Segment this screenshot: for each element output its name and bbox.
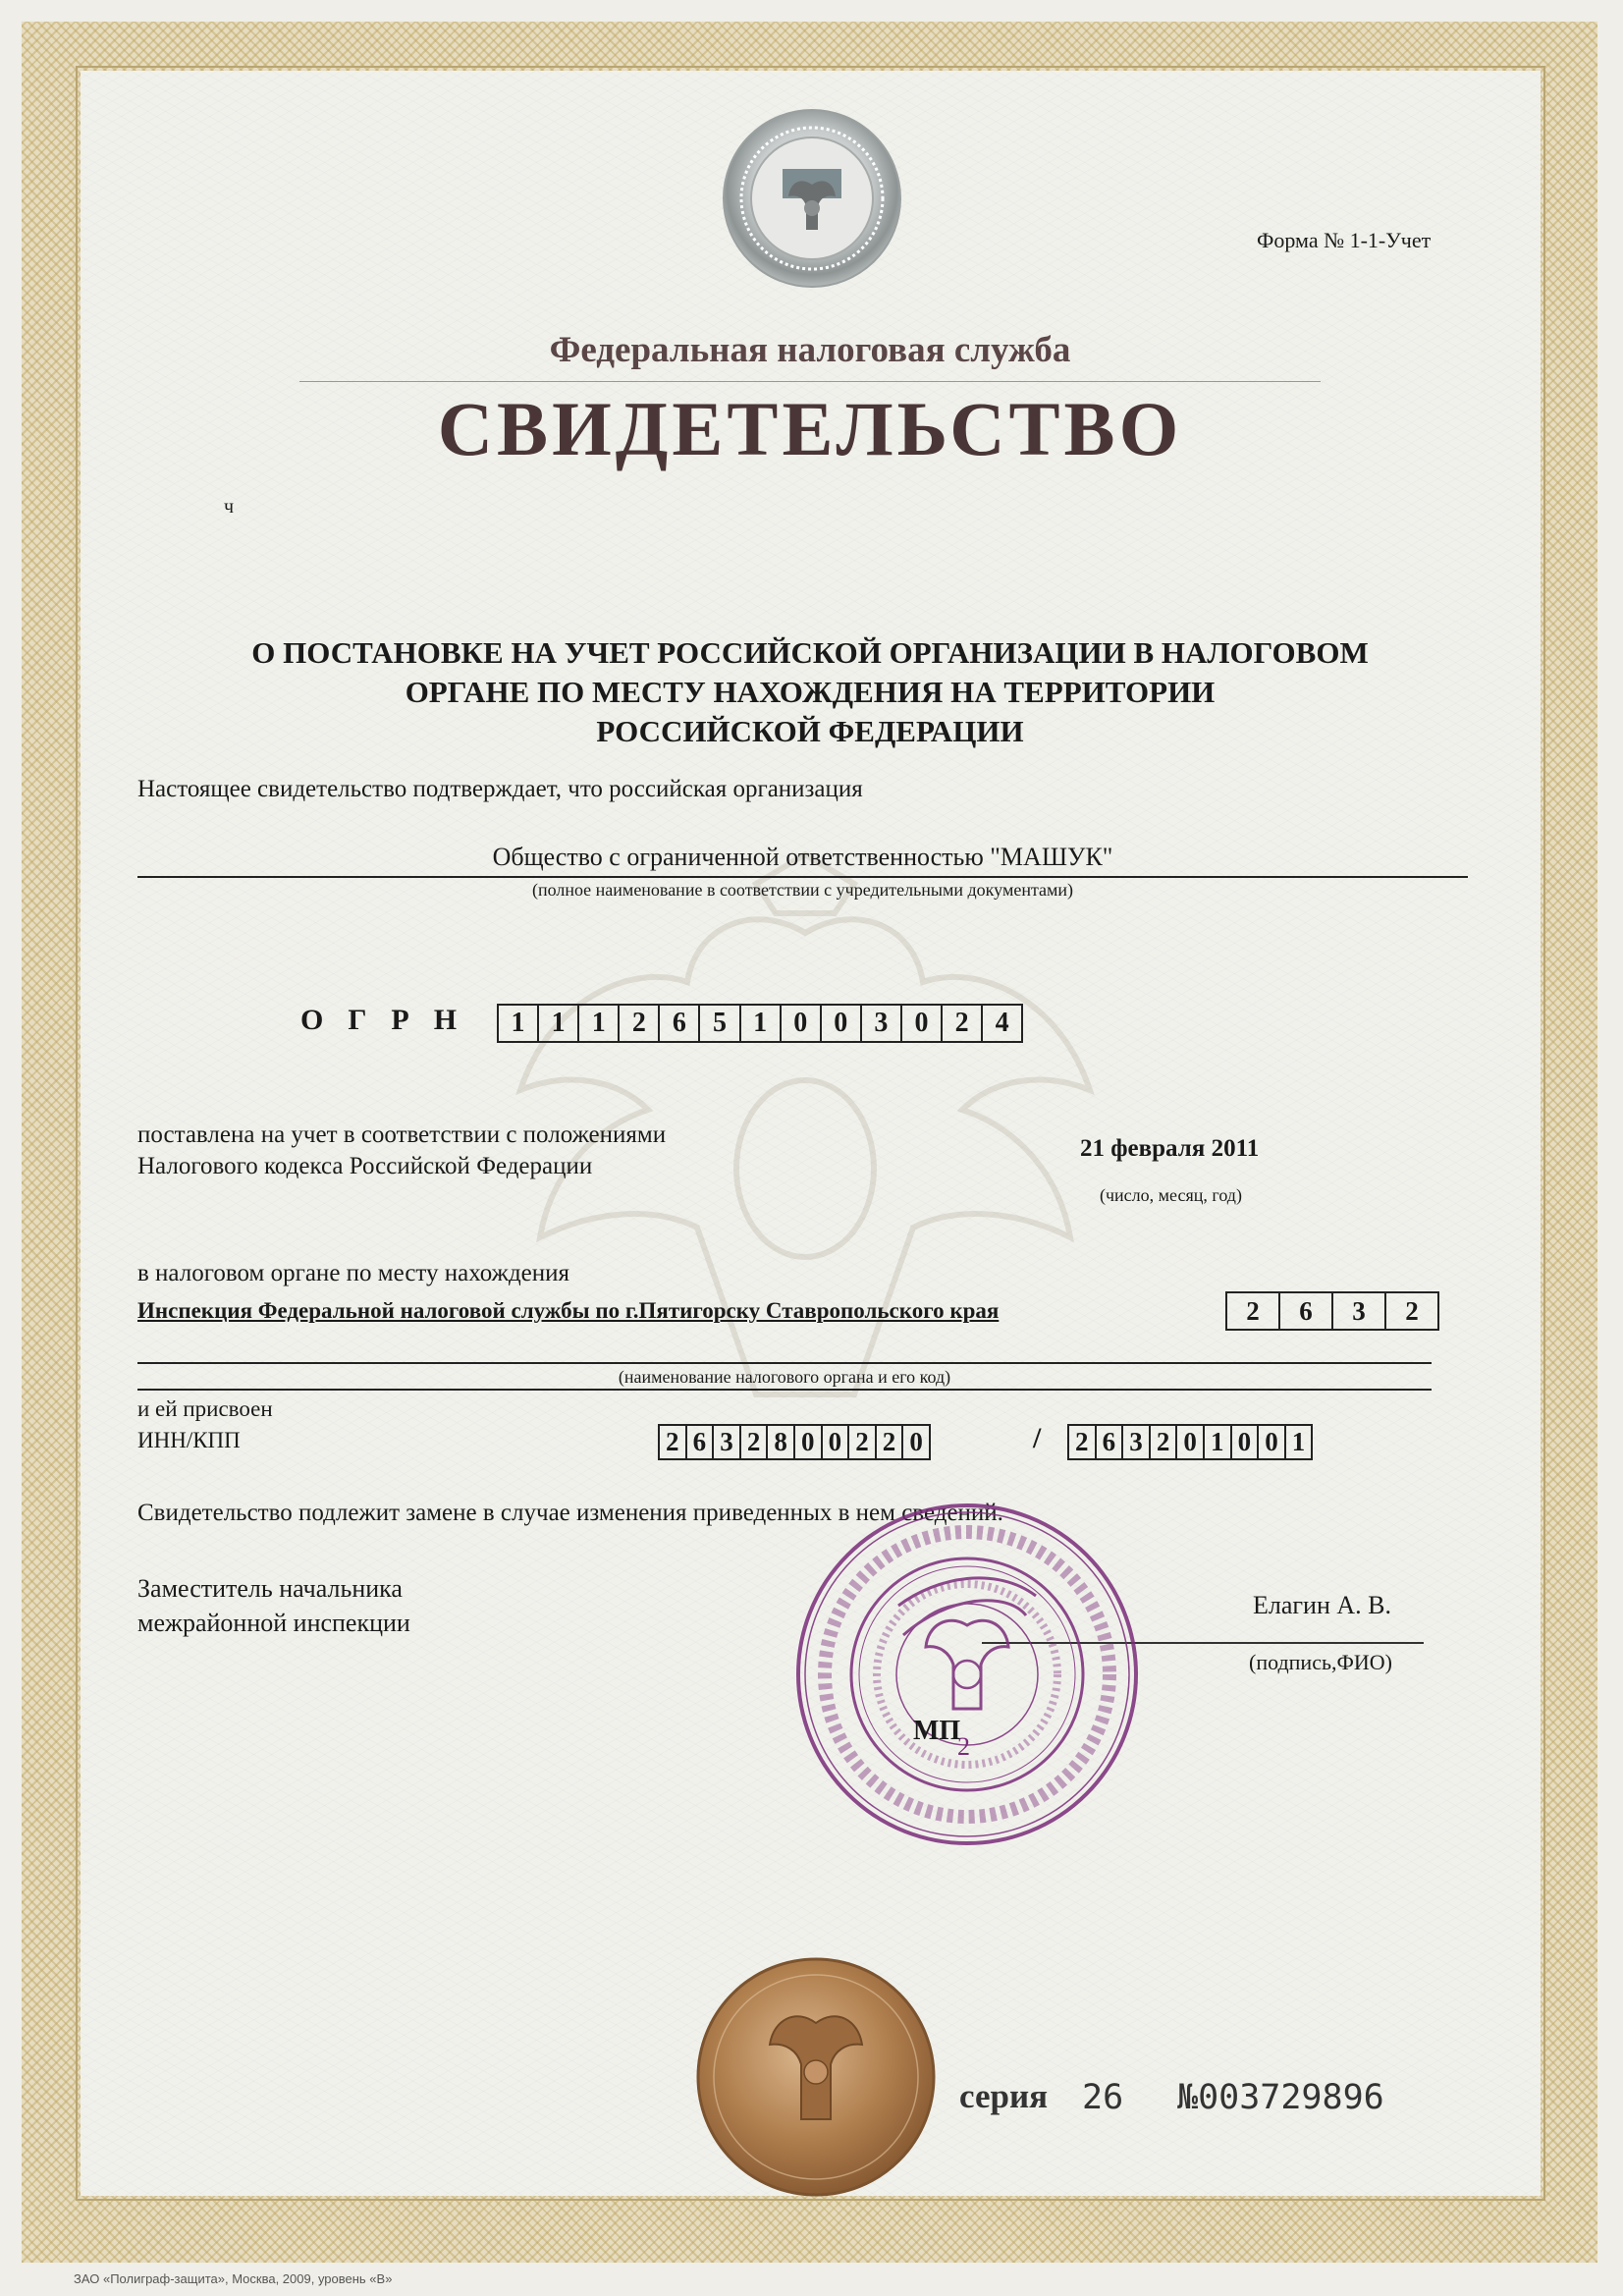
tax-authority-code-boxes bbox=[1225, 1291, 1439, 1331]
organization-name: Общество с ограниченной ответственностью "МАШУК" bbox=[492, 843, 1113, 871]
tick-mark: ч bbox=[224, 496, 235, 518]
position-line: межрайонной инспекции bbox=[137, 1609, 410, 1637]
stamp-number: 2 bbox=[957, 1732, 970, 1761]
inn-digit-boxes bbox=[658, 1424, 931, 1460]
inn-digit: 2 bbox=[660, 1426, 687, 1458]
ogrn-digit: 0 bbox=[822, 1006, 862, 1041]
ogrn-digit: 1 bbox=[579, 1006, 620, 1041]
ogrn-digit: 4 bbox=[995, 1008, 1009, 1038]
inn-digit: 2 bbox=[741, 1426, 769, 1458]
ogrn-digit: 2 bbox=[943, 1006, 983, 1041]
ogrn-digit: 5 bbox=[700, 1006, 740, 1041]
position-line: Заместитель начальника bbox=[137, 1574, 403, 1603]
intro-text: Настоящее свидетельство подтверждает, что российская организация bbox=[137, 776, 863, 802]
ogrn-digit-boxes bbox=[497, 1004, 1023, 1043]
form-number: Форма № 1-1-Учет bbox=[1257, 228, 1432, 252]
inn-digit: 0 bbox=[823, 1426, 850, 1458]
subject-line: О ПОСТАНОВКЕ НА УЧЕТ РОССИЙСКОЙ ОРГАНИЗАЦИИ В НАЛОГОВОМ bbox=[251, 635, 1369, 670]
kpp-digit: 1 bbox=[1205, 1426, 1232, 1458]
kpp-digit: 0 bbox=[1259, 1426, 1286, 1458]
code-digit: 6 bbox=[1280, 1293, 1333, 1329]
document-number: №003729896 bbox=[1177, 2078, 1384, 2117]
replacement-note: Свидетельство подлежит замене в случае изменения приведенных в нем сведений. bbox=[137, 1500, 1003, 1526]
official-stamp-icon bbox=[790, 1498, 1144, 1851]
ogrn-digit: 6 bbox=[660, 1006, 700, 1041]
tax-authority-name: Инспекция Федеральной налоговой службы по г.Пятигорску Ставропольского края bbox=[137, 1298, 1000, 1323]
kpp-digit: 0 bbox=[1177, 1426, 1205, 1458]
subject-heading bbox=[196, 633, 1424, 751]
kpp-digit: 3 bbox=[1123, 1426, 1151, 1458]
tax-authority-underline-2 bbox=[137, 1389, 1432, 1391]
kpp-digit: 2 bbox=[1151, 1426, 1178, 1458]
inn-digit: 3 bbox=[714, 1426, 741, 1458]
ogrn-label: ОГРН bbox=[300, 1004, 482, 1036]
hologram-emblem-icon bbox=[722, 108, 903, 290]
registration-line: Налогового кодекса Российской Федерации bbox=[137, 1153, 593, 1179]
organization-underline bbox=[137, 876, 1468, 878]
title-divider bbox=[299, 381, 1321, 382]
inn-kpp-label: ИНН/КПП bbox=[137, 1428, 241, 1452]
organization-hint: (полное наименование в соответствии с учредительными документами) bbox=[531, 880, 1074, 900]
inn-digit: 2 bbox=[877, 1426, 904, 1458]
ogrn-digit: 1 bbox=[741, 1006, 782, 1041]
document-title: СВИДЕТЕЛЬСТВО bbox=[437, 386, 1183, 471]
seal-place-mark: МП bbox=[913, 1716, 961, 1746]
ogrn-digit: 3 bbox=[862, 1006, 902, 1041]
series-value: 26 bbox=[1082, 2078, 1124, 2117]
subject-line: РОССИЙСКОЙ ФЕДЕРАЦИИ bbox=[596, 714, 1024, 748]
signature-hint: (подпись,ФИО) bbox=[1249, 1650, 1392, 1674]
series-label: серия bbox=[959, 2077, 1049, 2115]
kpp-digit: 6 bbox=[1097, 1426, 1124, 1458]
registration-date-hint: (число, месяц, год) bbox=[1100, 1185, 1242, 1205]
issuer-name: Федеральная налоговая служба bbox=[549, 330, 1071, 370]
ogrn-digit: 1 bbox=[499, 1006, 539, 1041]
code-digit: 3 bbox=[1333, 1293, 1386, 1329]
assigned-block bbox=[137, 1394, 273, 1456]
signatory-position bbox=[137, 1571, 410, 1640]
assigned-line: и ей присвоен bbox=[137, 1396, 273, 1421]
inn-kpp-separator: / bbox=[1033, 1422, 1042, 1454]
code-digit: 2 bbox=[1227, 1293, 1280, 1329]
registration-statement bbox=[137, 1120, 666, 1182]
tax-authority-intro: в налоговом органе по месту нахождения bbox=[137, 1260, 570, 1286]
tax-authority-underline bbox=[137, 1362, 1432, 1364]
kpp-digit: 2 bbox=[1069, 1426, 1097, 1458]
kpp-digit-boxes bbox=[1067, 1424, 1313, 1460]
kpp-digit: 0 bbox=[1232, 1426, 1260, 1458]
subject-line: ОРГАНЕ ПО МЕСТУ НАХОЖДЕНИЯ НА ТЕРРИТОРИИ bbox=[405, 675, 1216, 709]
inn-digit: 2 bbox=[849, 1426, 877, 1458]
kpp-digit: 1 bbox=[1291, 1427, 1306, 1456]
registration-line: поставлена на учет в соответствии с положениями bbox=[137, 1121, 667, 1148]
hologram-seal-icon bbox=[693, 1954, 939, 2200]
tax-authority-hint: (наименование налогового органа и его код) bbox=[618, 1367, 951, 1387]
code-digit: 2 bbox=[1405, 1296, 1419, 1326]
inn-digit: 8 bbox=[768, 1426, 795, 1458]
registration-date: 21 февраля 2011 bbox=[1080, 1135, 1260, 1162]
inn-digit: 6 bbox=[687, 1426, 715, 1458]
inn-digit: 0 bbox=[795, 1426, 823, 1458]
ogrn-digit: 0 bbox=[782, 1006, 822, 1041]
printer-imprint: ЗАО «Полиграф-защита», Москва, 2009, уровень «В» bbox=[74, 2271, 393, 2286]
ogrn-digit: 1 bbox=[539, 1006, 579, 1041]
signatory-name: Елагин А. В. bbox=[1253, 1591, 1392, 1619]
ogrn-digit: 0 bbox=[902, 1006, 943, 1041]
inn-digit: 0 bbox=[909, 1427, 923, 1456]
ogrn-digit: 2 bbox=[620, 1006, 660, 1041]
